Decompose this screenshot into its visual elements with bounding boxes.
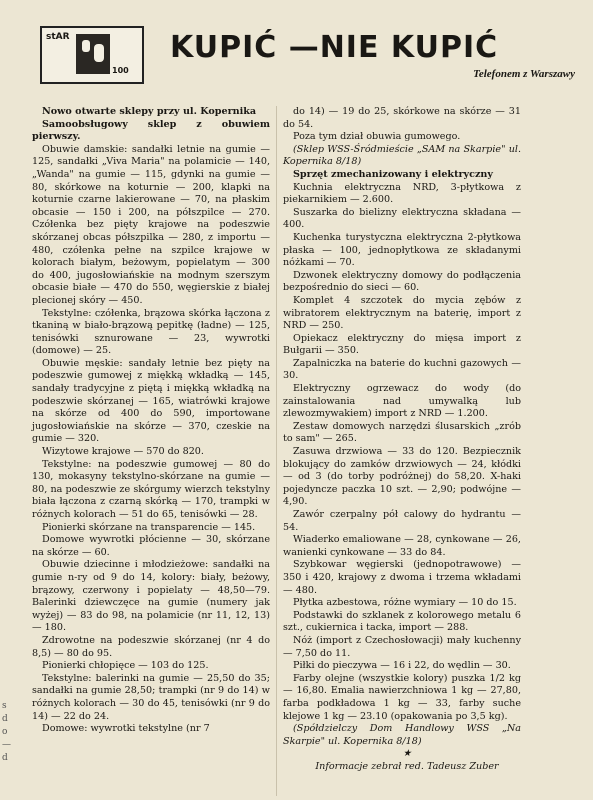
right-paragraph: Piłki do pieczywa — 16 i 22, do wędlin — 30. bbox=[293, 660, 511, 672]
right-paragraph: Szybkowar węgierski (jednopotrawowe) — 350 i 420, krajowy z dwoma i trzema wkładami — 480. bbox=[283, 559, 521, 596]
left-paragraph: Tekstylne: balerinki na gumie — 25,50 do 35; sandałki na gumie 28,50; trampki (nr 9 do 14) w różnych kolorach — 30 do 45, tenisówki (nr 9 do 14) — 22 do 24. bbox=[32, 672, 270, 722]
column-logo bbox=[40, 26, 144, 84]
left-paragraph: Obuwie damskie: sandałki letnie na gumie — 125, sandałki „Viva Maria" na polamicie — 140, „Wanda" na gumie — 115, gdynki na gumie — 80, skórkowe na koturnie — 200, klapki na koturnie czarne lakierowane — 70, na płaskim obcasie — 150 i 200, na półszpilce — 270. Czółenka bez pięty krajowe na podeszwie skórzanej obcas półszpilka — 280, z importu — 480, czółenka pełne na szpilce krajowe w kolorach białym, beżowym, popielatym — 300 do 400, jugosłowiańskie na modnym szerszym obcasie białe — 470 do 550, węgierskie z białej plecionej skóry — 450. bbox=[32, 143, 270, 306]
left-paragraph: Zdrowotne na podeszwie skórzanej (nr 4 do 8,5) — 80 do 95. bbox=[32, 634, 270, 659]
right-paragraph: do 14) — 19 do 25, skórkowe na skórze — 31 do 54. bbox=[283, 106, 521, 130]
left-paragraph: Pionierki skórzane na transparencie — 145. bbox=[42, 521, 256, 533]
left-column bbox=[32, 106, 270, 736]
right-paragraph: Opiekacz elektryczny do mięsa import z Bułgarii — 350. bbox=[283, 332, 521, 357]
left-paragraph: Wizytowe krajowe — 570 do 820. bbox=[42, 446, 204, 458]
right-paragraph: Kuchnia elektryczna NRD, 3-płytkowa z piekarnikiem — 2.600. bbox=[283, 181, 521, 206]
right-paragraph: Kuchenka turystyczna elektryczna 2-płytkowa płaska — 100, jednopłytkowa ze składanymi nóżkami — 70. bbox=[283, 231, 521, 269]
right-paragraph: Zawór czerpalny pół calowy do hydrantu — 54. bbox=[283, 509, 521, 533]
right-paragraph: Poza tym dział obuwia gumowego. bbox=[293, 131, 461, 143]
right-paragraph: Zasuwa drzwiowa — 33 do 120. Bezpiecznik blokujący do zamków drzwiowych — 24, kłódki — od 3 (do torby podróżnej) do 58,20. X-haki pojedyncze paczka 10 szt. — 2,90; podwójne — 4,90. bbox=[283, 446, 521, 508]
left-paragraph: Pionierki chłopięce — 103 do 125. bbox=[42, 660, 209, 672]
right-paragraph: Nóż (import z Czechosłowacji) mały kuchenny — 7,50 do 11. bbox=[283, 634, 521, 659]
right-paragraph: Wiaderko emaliowane — 28, cynkowane — 26, wanienki cynkowane — 33 do 84. bbox=[283, 534, 521, 558]
left-paragraph: Samoobsługowy sklep z obuwiem pierwszy. bbox=[32, 118, 270, 143]
margin-fragment: s d o — d bbox=[2, 701, 11, 763]
logo-text-top: stAR bbox=[46, 32, 70, 42]
right-paragraph: (Sklep WSS-Śródmieście „SAM na Skarpie" ul. Kopernika 8/18) bbox=[283, 143, 521, 168]
right-column bbox=[283, 106, 521, 773]
right-paragraph: Sprzęt zmechanizowany i elektryczny bbox=[293, 168, 493, 180]
right-paragraph: Farby olejne (wszystkie kolory) puszka 1/2 kg — 16,80. Emalia nawierzchniowa 1 kg — 27,80, farba podkładowa 1 kg — 33, farby suche klejowe 1 kg — 23.10 (opakowania po 3,5 kg). bbox=[283, 672, 521, 722]
left-paragraph: Tekstylne: czółenka, brązowa skórka łączona z tkaniną w biało-brązową pepitkę (ładne) — 125, tenisówki sznurowane — 23, wywrotki (domowe) — 25. bbox=[32, 307, 270, 357]
byline: Telefonem z Warszawy bbox=[473, 68, 575, 80]
page-title: KUPIĆ —NIE KUPIĆ bbox=[170, 30, 499, 65]
right-paragraph: Płytka azbestowa, różne wymiary — 10 do 15. bbox=[293, 597, 517, 609]
right-paragraph: ★ bbox=[402, 748, 412, 760]
right-paragraph: Informacje zebrał red. Tadeusz Zuber bbox=[315, 760, 499, 772]
left-paragraph: Obuwie dziecinne i młodzieżowe: sandałki na gumie n-ry od 9 do 14, kolory: biały, beżowy, brązowy, czerwony i popielaty — 48,50—79. Balerinki dziewczęce na gumie (numery jak wyżej) — 83 do 98, na polamicie (nr 11, 12, 13) — 180. bbox=[32, 559, 270, 634]
right-paragraph: Zapalniczka na baterie do kuchni gazowych — 30. bbox=[283, 357, 521, 382]
left-paragraph: Domowe: wywrotki tekstylne (nr 7 bbox=[42, 723, 210, 735]
right-paragraph: Suszarka do bielizny elektryczna składana — 400. bbox=[283, 206, 521, 231]
left-paragraph: Nowo otwarte sklepy przy ul. Kopernika bbox=[42, 106, 257, 117]
right-paragraph: Elektryczny ogrzewacz do wody (do zainstalowania nad umywalką lub zlewozmywakiem) import z NRD — 1.200. bbox=[283, 383, 521, 420]
right-paragraph: Dzwonek elektryczny domowy do podłączenia bezpośrednio do sieci — 60. bbox=[283, 269, 521, 294]
right-paragraph: (Spółdzielczy Dom Handlowy WSS „Na Skarpie" ul. Kopernika 8/18) bbox=[283, 723, 521, 747]
right-paragraph: Komplet 4 szczotek do mycia zębów z wibratorem elektrycznym na baterię, import z NRD — 250. bbox=[283, 294, 521, 332]
left-paragraph: Domowe wywrotki płócienne — 30, skórzane na skórze — 60. bbox=[32, 534, 270, 558]
logo-figure-icon bbox=[76, 34, 110, 74]
right-paragraph: Podstawki do szklanek z kolorowego metalu 6 szt., cukiernica i tacka, import — 288. bbox=[283, 609, 521, 634]
logo-text-bottom: 100 bbox=[112, 66, 129, 75]
left-paragraph: Obuwie męskie: sandały letnie bez pięty na podeszwie gumowej z miękką wkładką — 145, sandały tradycyjne z piętą i miękką wkładką na podeszwie skórzanej — 165, wiatrówki krajowe na skórze od 400 do 590, importowane jugosłowiańskie na skórze — 370, czeskie na gumie — 320. bbox=[32, 357, 270, 445]
column-divider bbox=[276, 106, 277, 796]
left-paragraph: Tekstylne: na podeszwie gumowej — 80 do 130, mokasyny tekstylno-skórzane na gumie — 80, na podeszwie ze skórgumy wierzch tekstylny biała łączona z czarną skórką — 170, trampki w różnych kolorach — 51 do 65, tenisówki — 28. bbox=[32, 458, 270, 520]
right-paragraph: Zestaw domowych narzędzi ślusarskich „zrób to sam" — 265. bbox=[283, 420, 521, 445]
